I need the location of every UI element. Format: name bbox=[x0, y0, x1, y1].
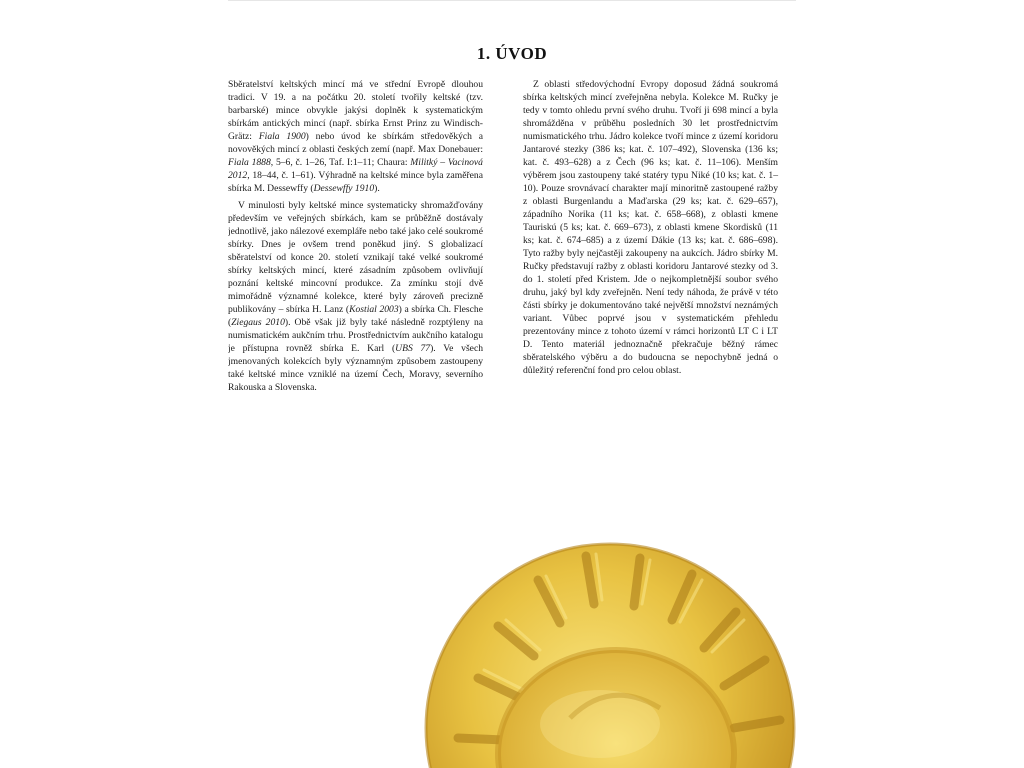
text-run: , 18–44, č. 1–61). Výhradně na keltské mince byla zaměřena sbírka M. Dessewffy ( bbox=[228, 170, 483, 194]
right-text-column bbox=[523, 78, 778, 377]
text-run: ). bbox=[374, 183, 380, 194]
citation: Fiala 1888 bbox=[228, 157, 271, 168]
paragraph: Z oblasti středovýchodní Evropy doposud žádná soukromá sbírka keltských mincí zveřejněna nebyla. Kolekce M. Ručky je tedy v tomto ohledu první svého druhu. Tvoří ji 698 mincí a byla shromážděna v průběhu posledních 30 let prostřednictvím numismatického trhu. Jádro kolekce tvoří mince z území koridoru Jantarové stezky (386 ks; kat. č. 107–492), Slovenska (136 ks; kat. č. 493–628) a z Čech (96 ks; kat. č. 11–106). Menším výběrem jsou zastoupeny také statéry typu Niké (10 ks; kat. č. 1–10). Pouze srovnávací charakter mají minoritně zastoupené ražby z oblasti Burgenlandu a Maďarska (29 ks; kat. č. 629–657), západního Norika (11 ks; kat. č. 658–668), z oblasti kmene Tauriskú (5 ks; kat. č. 669–673), z oblasti kmene Skordisků (11 ks; kat. č. 674–685) a z území Dákie (13 ks; kat. č. 686–698). Tyto ražby byly nejčastěji zakoupeny na aukcích. Jádro sbírky M. Ručky představují ražby z oblasti koridoru Jantarové stezky od 3. do 1. století před Kristem. Jde o nejkompletnější soubor svého druhu, jaký byl kdy zveřejněn. Není tedy náhoda, že právě v této části sbírky je dokumentováno také největší množství neznámých variant. Vůbec poprvé jsou v systematickém přehledu prezentovány mince z tohoto území v rámci horizontů LT C i LT D. Tento materiál jednoznačně překračuje běžný rámec sběratelského výběru a do budoucna se nepochybně jedná o důležitý referenční fond pro celou oblast. bbox=[523, 79, 778, 376]
text-run: ) a sbírka Ch. Flesche ( bbox=[228, 304, 483, 328]
paragraph bbox=[228, 78, 483, 195]
citation: Kostial 2003 bbox=[349, 304, 399, 315]
gold-coin-image bbox=[420, 528, 800, 768]
citation: Ziegaus 2010 bbox=[231, 317, 285, 328]
citation: Dessewffy 1910 bbox=[313, 183, 375, 194]
citation: Fiala 1900 bbox=[258, 131, 306, 142]
citation: UBS 77 bbox=[395, 343, 431, 354]
text-run: ). Obě však již byly také následně rozptýleny na numismatickém aukčním trhu. Prostřednictvím aukčního katalogu je přístupna rovněž sbírka E. Karl ( bbox=[228, 317, 483, 354]
citation: Militký – Vacinová 2012 bbox=[228, 157, 483, 181]
page-top-rule bbox=[228, 0, 796, 1]
coin-illustration bbox=[420, 528, 800, 768]
text-run: ) nebo úvod ke sbírkám středověkých a novověkých mincí z oblasti českých zemí (např. Max Donebauer: bbox=[228, 131, 484, 155]
text-run: Sběratelství keltských mincí má ve střední Evropě dlouhou tradici. V 19. a na počátku 20. století tvořily keltské (tzv. barbarské) mince obvykle jakýsi doplněk k systematickým sbírkám antických mincí (např. sbírka Ernst Prinz zu Windisch-Grätz: bbox=[228, 79, 483, 142]
text-run: ). Ve všech jmenovaných kolekcích byly významným způsobem zastoupeny také keltské mince vzniklé na území Čech, Moravy, severního Rakouska a Slovenska. bbox=[228, 343, 483, 393]
chapter-heading: 1. ÚVOD bbox=[476, 44, 548, 63]
left-text-column bbox=[228, 78, 483, 394]
text-run: V minulosti byly keltské mince systematicky shromažďovány především ve veřejných sbírkách, kam se průběžně dostávaly jednotlivě, jako nálezové exempláře nebo také jako celé soukromé sbírky. Dnes je ovšem trend poněkud jiný. S globalizací sběratelství od konce 20. století vznikají také velké soukromé sbírky keltských mincí, které zásadním způsobem ovlivňují poznání keltské mincovní produkce. Za zmínku stojí dvě mimořádně významné kolekce, které byly zároveň precizně publikovány – sbírka H. Lanz ( bbox=[228, 200, 483, 315]
paragraph bbox=[228, 199, 483, 394]
text-run: , 5–6, č. 1–26, Taf. I:1–11; Chaura: bbox=[270, 157, 411, 168]
